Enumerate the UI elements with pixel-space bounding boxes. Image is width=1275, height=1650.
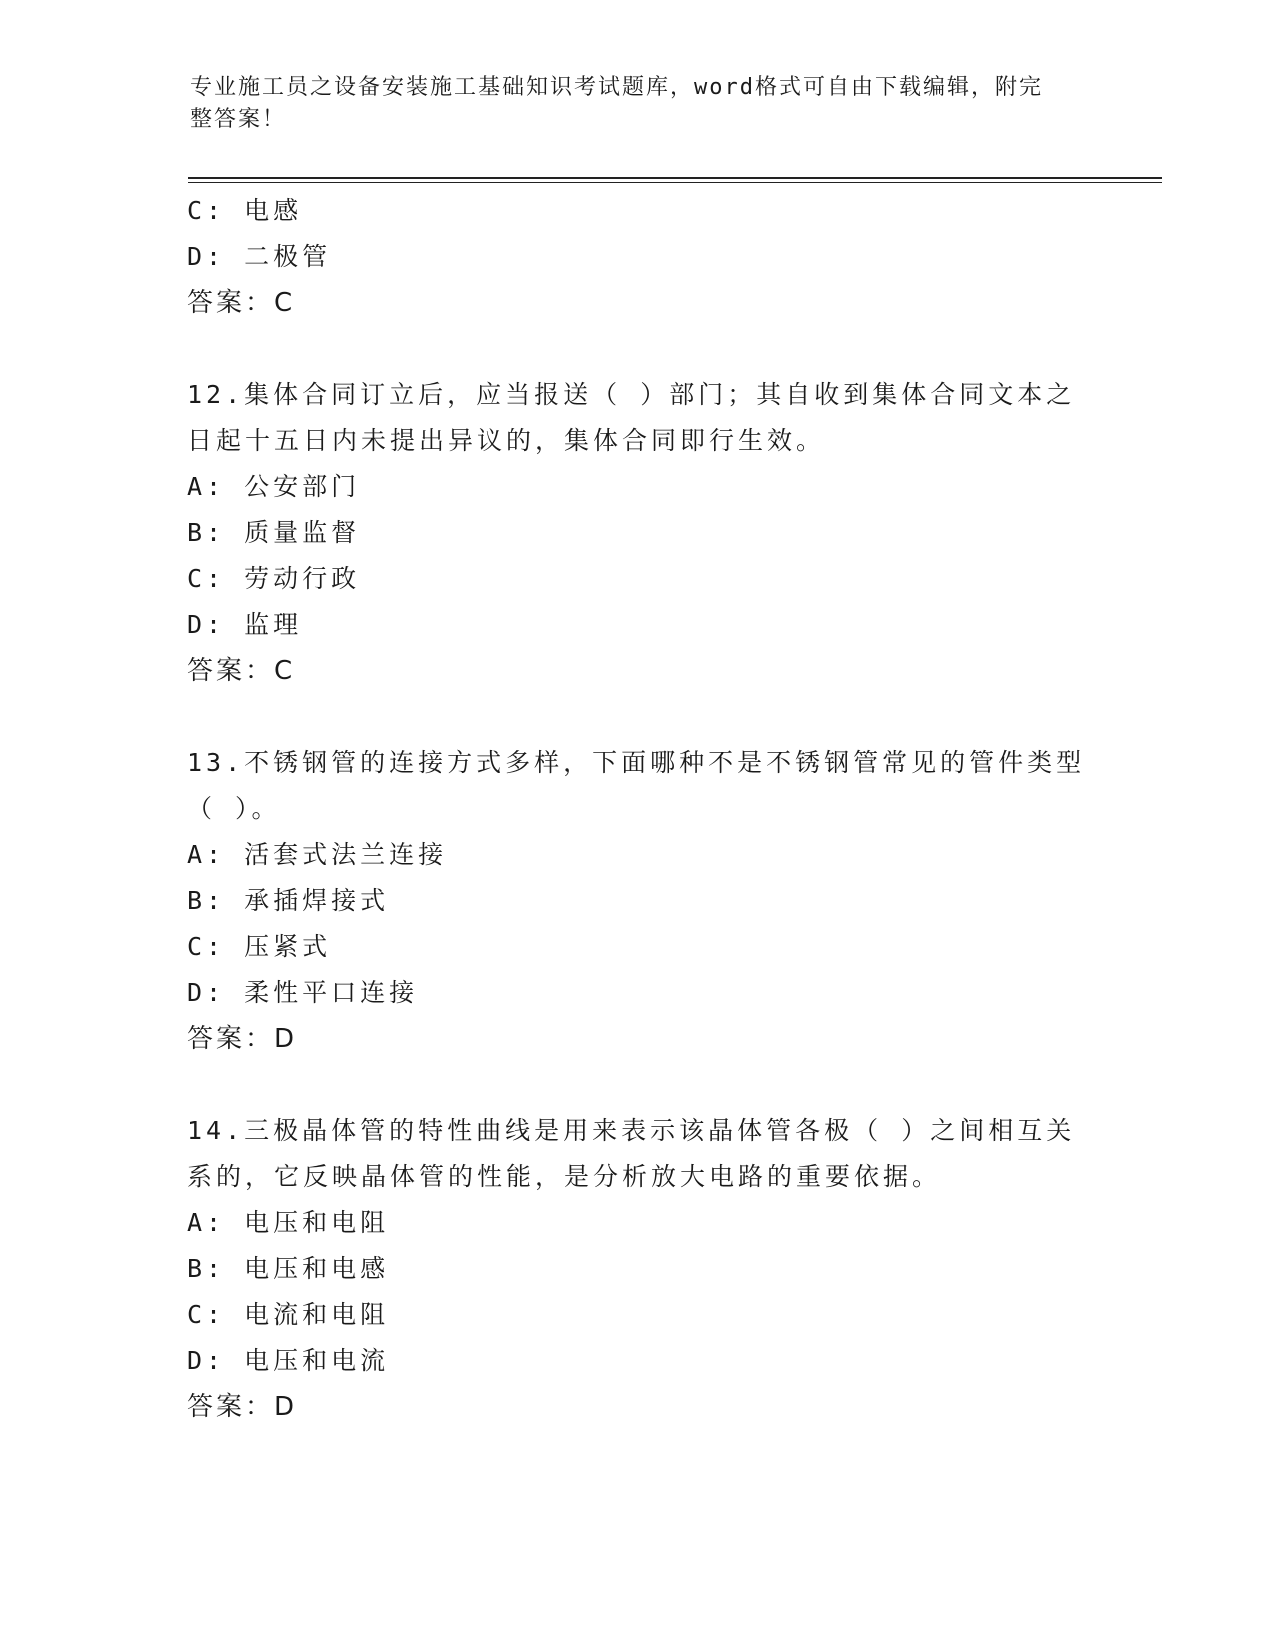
option-d: D: 二极管 bbox=[187, 242, 332, 271]
option-a: A: 公安部门 bbox=[187, 472, 361, 501]
question-13 bbox=[187, 740, 1087, 1062]
question-stem-line: 日起十五日内未提出异议的，集体合同即行生效。 bbox=[187, 426, 826, 455]
option-a: A: 电压和电阻 bbox=[187, 1208, 390, 1237]
option-a: A: 活套式法兰连接 bbox=[187, 840, 448, 869]
option-c: C: 压紧式 bbox=[187, 932, 332, 961]
spacer bbox=[187, 694, 1087, 740]
spacer bbox=[187, 326, 1087, 372]
header-rule-bottom bbox=[188, 182, 1162, 183]
question-stem-line: 系的，它反映晶体管的性能，是分析放大电路的重要依据。 bbox=[187, 1162, 942, 1191]
option-b: B: 电压和电感 bbox=[187, 1254, 390, 1283]
spacer bbox=[187, 1062, 1087, 1108]
option-d: D: 柔性平口连接 bbox=[187, 978, 419, 1007]
document-header bbox=[190, 72, 1090, 136]
header-line-2: 整答案！ bbox=[190, 107, 287, 132]
answer-line: 答案：C bbox=[187, 656, 296, 686]
question-stem-line: （ ）。 bbox=[187, 794, 281, 823]
answer-line: 答案：D bbox=[187, 1392, 298, 1422]
option-c: C: 电流和电阻 bbox=[187, 1300, 390, 1329]
option-d: D: 电压和电流 bbox=[187, 1346, 390, 1375]
header-rule-top bbox=[188, 177, 1162, 179]
option-c: C: 电感 bbox=[187, 196, 303, 225]
question-content bbox=[187, 188, 1087, 1430]
header-line-1: 专业施工员之设备安装施工基础知识考试题库，word格式可自由下载编辑，附完 bbox=[190, 75, 1043, 100]
option-b: B: 质量监督 bbox=[187, 518, 361, 547]
question-stem-line: 13.不锈钢管的连接方式多样，下面哪种不是不锈钢管常见的管件类型 bbox=[187, 748, 1086, 777]
option-c: C: 劳动行政 bbox=[187, 564, 361, 593]
question-12 bbox=[187, 372, 1087, 694]
question-stem-line: 12.集体合同订立后，应当报送（ ）部门；其自收到集体合同文本之 bbox=[187, 380, 1076, 409]
option-b: B: 承插焊接式 bbox=[187, 886, 390, 915]
question-14 bbox=[187, 1108, 1087, 1430]
option-d: D: 监理 bbox=[187, 610, 303, 639]
previous-question-block bbox=[187, 188, 1087, 326]
answer-line: 答案：D bbox=[187, 1024, 298, 1054]
question-stem-line: 14.三极晶体管的特性曲线是用来表示该晶体管各极（ ）之间相互关 bbox=[187, 1116, 1076, 1145]
answer-line: 答案：C bbox=[187, 288, 296, 318]
